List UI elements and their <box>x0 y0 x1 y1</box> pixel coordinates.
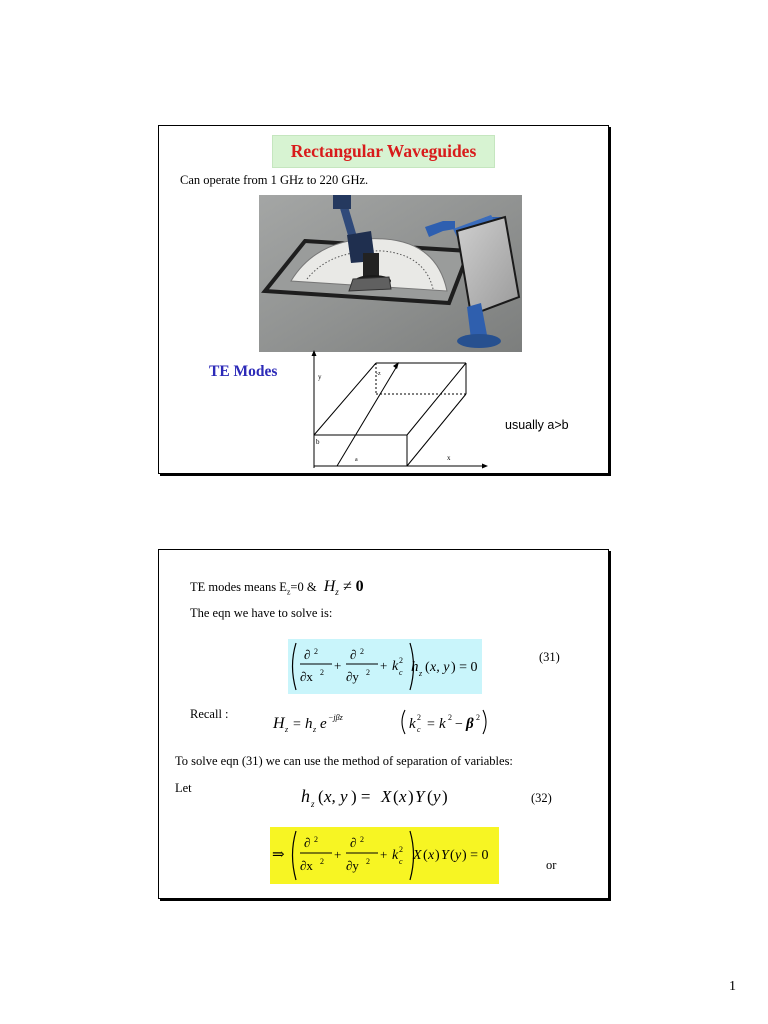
svg-text:=: = <box>293 717 301 732</box>
svg-text:⇒: ⇒ <box>272 847 285 863</box>
equation-32 <box>299 782 479 812</box>
svg-text:y: y <box>455 848 462 863</box>
svg-text:z: z <box>311 799 315 809</box>
svg-text:2: 2 <box>366 668 370 677</box>
svg-text:e: e <box>320 716 327 732</box>
svg-text:−: − <box>455 717 463 732</box>
svg-text:(: ( <box>425 660 430 675</box>
svg-text:k: k <box>439 716 446 732</box>
svg-text:∂x: ∂x <box>300 858 313 873</box>
condition-subscript: z <box>286 587 291 597</box>
slide-rectangular-waveguides <box>158 125 609 474</box>
svg-text:h: h <box>411 659 419 675</box>
dimension-label-a: a <box>355 457 358 463</box>
equation-31-box <box>288 639 482 694</box>
axis-label-y: y <box>318 373 322 381</box>
svg-text:+: + <box>380 658 388 673</box>
svg-text:x, y: x, y <box>430 660 450 675</box>
waveguide-equipment-photo <box>259 195 522 352</box>
svg-text:c: c <box>417 725 421 734</box>
svg-text:2: 2 <box>399 656 403 665</box>
dimension-note: usually a>b <box>505 418 569 432</box>
svg-text:z: z <box>419 669 423 678</box>
svg-text:X: X <box>381 787 392 806</box>
svg-text:=: = <box>427 717 435 732</box>
svg-text:) = 0: ) = 0 <box>462 848 489 863</box>
svg-text:∂: ∂ <box>350 647 357 662</box>
separation-text: To solve eqn (31) we can use the method of separation of variables: <box>175 754 513 768</box>
svg-text:+: + <box>334 658 342 673</box>
svg-text:+: + <box>334 847 342 862</box>
svg-text:) =: ) = <box>351 787 371 806</box>
svg-text:X: X <box>413 848 422 863</box>
condition-prefix: TE modes means E <box>190 580 287 594</box>
svg-text:∂x: ∂x <box>300 669 313 684</box>
hz-nonzero-formula: $H_z \ne 0$ <box>319 578 364 598</box>
svg-text:2: 2 <box>417 713 421 722</box>
equation-intro-text: The eqn we have to solve is: <box>190 606 333 620</box>
svg-text:c: c <box>399 668 403 677</box>
svg-text:z: z <box>313 725 317 734</box>
separated-equation-box <box>270 827 499 884</box>
equation-31-number: (31) <box>539 650 560 664</box>
svg-text:): ) <box>435 848 440 863</box>
dimension-label-b: b <box>316 438 320 446</box>
svg-text:2: 2 <box>320 857 324 866</box>
svg-text:(: ( <box>450 848 455 863</box>
svg-text:): ) <box>442 787 448 806</box>
svg-text:2: 2 <box>366 857 370 866</box>
svg-text:x: x <box>399 787 407 806</box>
svg-text:∂: ∂ <box>304 835 311 850</box>
recall-label: Recall : <box>190 707 229 721</box>
axis-label-z: -z <box>376 371 381 377</box>
svg-text:H: H <box>273 715 285 732</box>
svg-text:2: 2 <box>360 835 364 844</box>
svg-text:k: k <box>409 716 416 732</box>
svg-text:) = 0: ) = 0 <box>451 660 478 675</box>
condition-mid: =0 & <box>290 580 317 594</box>
svg-text:(: ( <box>423 848 428 863</box>
te-modes-condition <box>190 578 364 597</box>
svg-text:β: β <box>466 716 474 732</box>
svg-text:2: 2 <box>320 668 324 677</box>
svg-text:(: ( <box>393 787 399 806</box>
slide-te-modes-equations <box>158 549 609 899</box>
svg-text:∂: ∂ <box>350 835 357 850</box>
svg-text:∂y: ∂y <box>346 669 359 684</box>
svg-text:+: + <box>380 847 388 862</box>
svg-text:h: h <box>305 716 313 732</box>
svg-text:Y: Y <box>441 848 449 863</box>
axis-label-x: x <box>447 454 451 462</box>
waveguide-diagram <box>307 348 489 472</box>
svg-text:−jβz: −jβz <box>328 713 343 722</box>
svg-text:x, y: x, y <box>324 787 348 806</box>
or-label: or <box>546 858 557 872</box>
svg-text:2: 2 <box>314 835 318 844</box>
svg-text:y: y <box>433 787 441 806</box>
svg-text:Y: Y <box>415 787 425 806</box>
svg-text:k: k <box>392 848 399 863</box>
svg-text:c: c <box>399 857 403 866</box>
page-number: 1 <box>729 979 736 994</box>
svg-text:2: 2 <box>314 647 318 656</box>
svg-text:∂: ∂ <box>304 647 311 662</box>
svg-text:h: h <box>301 786 310 806</box>
frequency-range-text: Can operate from 1 GHz to 220 GHz. <box>180 173 369 187</box>
svg-text:(: ( <box>318 787 324 806</box>
svg-text:2: 2 <box>360 647 364 656</box>
svg-text:(: ( <box>427 787 433 806</box>
svg-text:k: k <box>392 659 399 674</box>
svg-text:∂y: ∂y <box>346 858 359 873</box>
svg-text:2: 2 <box>448 713 452 722</box>
svg-text:2: 2 <box>399 845 403 854</box>
recall-formulas <box>271 707 511 737</box>
let-label: Let <box>175 781 192 795</box>
svg-text:x: x <box>428 848 435 863</box>
svg-text:): ) <box>408 787 414 806</box>
equation-32-number: (32) <box>531 791 552 805</box>
slide-title: Rectangular Waveguides <box>272 135 495 168</box>
svg-text:z: z <box>285 725 289 734</box>
te-modes-heading: TE Modes <box>209 363 278 380</box>
svg-text:2: 2 <box>476 713 480 722</box>
